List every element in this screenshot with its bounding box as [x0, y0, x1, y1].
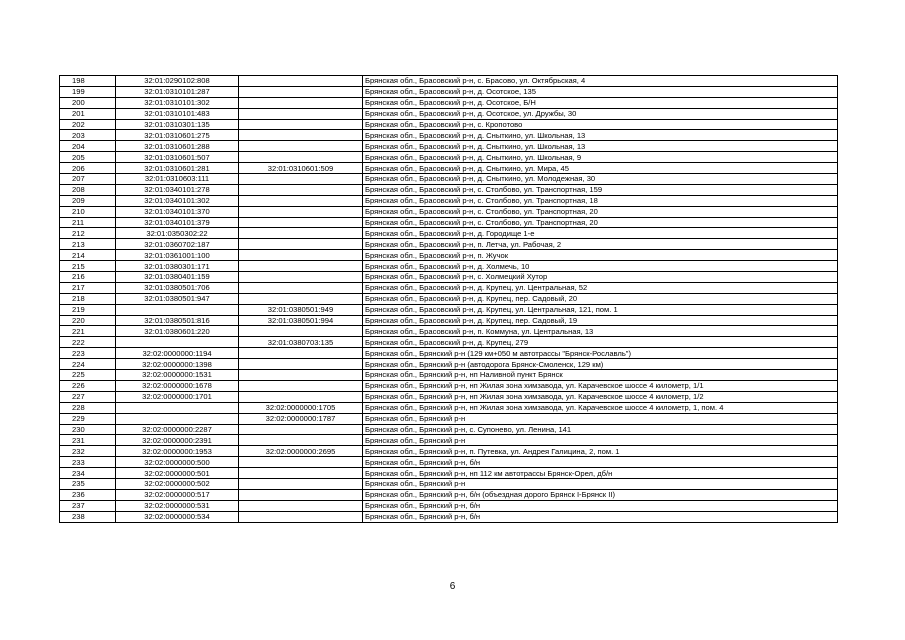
land-cadastral-cell: 32:01:0310601:275: [116, 130, 239, 141]
address-cell: Брянская обл., Брасовский р-н, с. Холмецкий Хутор: [363, 272, 838, 283]
land-cadastral-cell: 32:01:0380601:220: [116, 326, 239, 337]
table-row: [60, 282, 838, 293]
row-number-cell: 217: [60, 282, 116, 293]
building-cadastral-cell: [239, 76, 363, 87]
row-number-cell: 203: [60, 130, 116, 141]
address-cell: Брянская обл., Брасовский р-н, с. Брасово, ул. Октябрьская, 4: [363, 76, 838, 87]
row-number-cell: 219: [60, 304, 116, 315]
building-cadastral-cell: 32:01:0310601:509: [239, 163, 363, 174]
address-cell: Брянская обл., Брянский р-н, нп Жилая зона химзавода, ул. Карачевское шоссе 4 километр, 1/1: [363, 380, 838, 391]
address-cell: Брянская обл., Брасовский р-н, д. Сныткино, ул. Молодежная, 30: [363, 174, 838, 185]
land-cadastral-cell: 32:01:0360702:187: [116, 239, 239, 250]
table-row: [60, 446, 838, 457]
land-cadastral-cell: 32:02:0000000:502: [116, 478, 239, 489]
table-row: [60, 435, 838, 446]
building-cadastral-cell: [239, 86, 363, 97]
row-number-cell: 206: [60, 163, 116, 174]
row-number-cell: 232: [60, 446, 116, 457]
address-cell: Брянская обл., Брасовский р-н, д. Крупец, пер. Садовый, 19: [363, 315, 838, 326]
row-number-cell: 235: [60, 478, 116, 489]
land-cadastral-cell: 32:02:0000000:1953: [116, 446, 239, 457]
table-row: [60, 206, 838, 217]
land-cadastral-cell: 32:02:0000000:534: [116, 511, 239, 522]
row-number-cell: 223: [60, 348, 116, 359]
address-cell: Брянская обл., Брянский р-н, с. Супонево, ул. Ленина, 141: [363, 424, 838, 435]
table-row: [60, 174, 838, 185]
address-cell: Брянская обл., Брянский р-н: [363, 435, 838, 446]
land-cadastral-cell: 32:01:0310101:287: [116, 86, 239, 97]
address-cell: Брянская обл., Брянский р-н, б/н: [363, 500, 838, 511]
land-cadastral-cell: 32:02:0000000:500: [116, 457, 239, 468]
land-cadastral-cell: 32:01:0350302:22: [116, 228, 239, 239]
table-row: [60, 97, 838, 108]
address-cell: Брянская обл., Брасовский р-н, д. Осотское, 135: [363, 86, 838, 97]
table-row: [60, 76, 838, 87]
land-cadastral-cell: 32:02:0000000:1194: [116, 348, 239, 359]
table-row: [60, 315, 838, 326]
address-cell: Брянская обл., Брасовский р-н, п. Коммуна, ул. Центральная, 13: [363, 326, 838, 337]
land-cadastral-cell: 32:02:0000000:1398: [116, 359, 239, 370]
address-cell: Брянская обл., Брянский р-н, нп 112 км автотрассы Брянск-Орел, дб/н: [363, 468, 838, 479]
table-row: [60, 457, 838, 468]
table-row: [60, 402, 838, 413]
row-number-cell: 215: [60, 261, 116, 272]
building-cadastral-cell: [239, 478, 363, 489]
address-cell: Брянская обл., Брасовский р-н, с. Столбово, ул. Транспортная, 159: [363, 184, 838, 195]
building-cadastral-cell: [239, 152, 363, 163]
row-number-cell: 236: [60, 489, 116, 500]
address-cell: Брянская обл., Брасовский р-н, д. Осотское, Б/Н: [363, 97, 838, 108]
land-cadastral-cell: [116, 304, 239, 315]
address-cell: Брянская обл., Брасовский р-н, д. Городище 1-е: [363, 228, 838, 239]
land-cadastral-cell: 32:01:0380501:947: [116, 293, 239, 304]
table-row: [60, 380, 838, 391]
land-cadastral-cell: [116, 413, 239, 424]
land-cadastral-cell: 32:01:0340101:278: [116, 184, 239, 195]
row-number-cell: 229: [60, 413, 116, 424]
land-cadastral-cell: 32:01:0310601:288: [116, 141, 239, 152]
table-row: [60, 141, 838, 152]
table-row: [60, 337, 838, 348]
address-cell: Брянская обл., Брасовский р-н, д. Холмечь, 10: [363, 261, 838, 272]
land-cadastral-cell: 32:01:0310301:135: [116, 119, 239, 130]
address-cell: Брянская обл., Брасовский р-н, д. Сныткино, ул. Мира, 45: [363, 163, 838, 174]
address-cell: Брянская обл., Брасовский р-н, с. Столбово, ул. Транспортная, 20: [363, 217, 838, 228]
building-cadastral-cell: 32:02:0000000:1705: [239, 402, 363, 413]
address-cell: Брянская обл., Брасовский р-н, д. Крупец, ул. Центральная, 121, пом. 1: [363, 304, 838, 315]
table-row: [60, 250, 838, 261]
land-cadastral-cell: 32:01:0340101:302: [116, 195, 239, 206]
table-row: [60, 217, 838, 228]
row-number-cell: 221: [60, 326, 116, 337]
table-row: [60, 370, 838, 381]
address-cell: Брянская обл., Брянский р-н, нп Жилая зона химзавода, ул. Карачевское шоссе 4 километр, 1, пом. 4: [363, 402, 838, 413]
row-number-cell: 233: [60, 457, 116, 468]
building-cadastral-cell: [239, 97, 363, 108]
table-row: [60, 108, 838, 119]
building-cadastral-cell: [239, 119, 363, 130]
building-cadastral-cell: 32:01:0380501:994: [239, 315, 363, 326]
address-cell: Брянская обл., Брянский р-н, б/н: [363, 457, 838, 468]
address-cell: Брянская обл., Брасовский р-н, с. Столбово, ул. Транспортная, 20: [363, 206, 838, 217]
row-number-cell: 226: [60, 380, 116, 391]
land-cadastral-cell: 32:01:0380501:706: [116, 282, 239, 293]
building-cadastral-cell: [239, 130, 363, 141]
building-cadastral-cell: [239, 261, 363, 272]
row-number-cell: 199: [60, 86, 116, 97]
land-cadastral-cell: [116, 402, 239, 413]
row-number-cell: 220: [60, 315, 116, 326]
land-cadastral-cell: 32:01:0380301:171: [116, 261, 239, 272]
row-number-cell: 207: [60, 174, 116, 185]
land-cadastral-cell: 32:01:0310101:302: [116, 97, 239, 108]
address-cell: Брянская обл., Брасовский р-н, д. Крупец, ул. Центральная, 52: [363, 282, 838, 293]
table-row: [60, 500, 838, 511]
table-row: [60, 348, 838, 359]
row-number-cell: 202: [60, 119, 116, 130]
building-cadastral-cell: [239, 195, 363, 206]
row-number-cell: 225: [60, 370, 116, 381]
address-cell: Брянская обл., Брянский р-н, п. Путевка, ул. Андрея Галицина, 2, пом. 1: [363, 446, 838, 457]
land-cadastral-cell: 32:02:0000000:501: [116, 468, 239, 479]
row-number-cell: 204: [60, 141, 116, 152]
address-cell: Брянская обл., Брасовский р-н, с. Кропотово: [363, 119, 838, 130]
row-number-cell: 234: [60, 468, 116, 479]
building-cadastral-cell: [239, 511, 363, 522]
land-cadastral-cell: 32:01:0310101:483: [116, 108, 239, 119]
building-cadastral-cell: 32:02:0000000:1787: [239, 413, 363, 424]
page-number: 6: [449, 581, 456, 592]
table-row: [60, 272, 838, 283]
row-number-cell: 214: [60, 250, 116, 261]
land-cadastral-cell: 32:02:0000000:531: [116, 500, 239, 511]
land-cadastral-cell: 32:01:0361001:100: [116, 250, 239, 261]
land-cadastral-cell: 32:01:0310601:507: [116, 152, 239, 163]
building-cadastral-cell: 32:01:0380501:949: [239, 304, 363, 315]
address-cell: Брянская обл., Брасовский р-н, д. Крупец, пер. Садовый, 20: [363, 293, 838, 304]
row-number-cell: 237: [60, 500, 116, 511]
building-cadastral-cell: [239, 293, 363, 304]
land-cadastral-cell: 32:01:0380501:816: [116, 315, 239, 326]
building-cadastral-cell: [239, 500, 363, 511]
building-cadastral-cell: 32:02:0000000:2695: [239, 446, 363, 457]
building-cadastral-cell: [239, 174, 363, 185]
building-cadastral-cell: [239, 184, 363, 195]
building-cadastral-cell: 32:01:0380703:135: [239, 337, 363, 348]
table-row: [60, 326, 838, 337]
row-number-cell: 227: [60, 391, 116, 402]
row-number-cell: 212: [60, 228, 116, 239]
row-number-cell: 228: [60, 402, 116, 413]
land-cadastral-cell: 32:02:0000000:1701: [116, 391, 239, 402]
address-cell: Брянская обл., Брянский р-н (автодорога Брянск-Смоленск, 129 км): [363, 359, 838, 370]
building-cadastral-cell: [239, 217, 363, 228]
table-row: [60, 261, 838, 272]
row-number-cell: 201: [60, 108, 116, 119]
address-cell: Брянская обл., Брасовский р-н, п. Летча, ул. Рабочая, 2: [363, 239, 838, 250]
row-number-cell: 208: [60, 184, 116, 195]
building-cadastral-cell: [239, 391, 363, 402]
building-cadastral-cell: [239, 468, 363, 479]
land-cadastral-cell: [116, 337, 239, 348]
table-row: [60, 468, 838, 479]
property-table: [59, 75, 838, 523]
table-row: [60, 163, 838, 174]
land-cadastral-cell: 32:01:0340101:379: [116, 217, 239, 228]
address-cell: Брянская обл., Брянский р-н, нп Наливной пункт Брянск: [363, 370, 838, 381]
land-cadastral-cell: 32:01:0340101:370: [116, 206, 239, 217]
table-row: [60, 86, 838, 97]
land-cadastral-cell: 32:01:0310603:111: [116, 174, 239, 185]
building-cadastral-cell: [239, 435, 363, 446]
table-row: [60, 195, 838, 206]
table-row: [60, 478, 838, 489]
address-cell: Брянская обл., Брасовский р-н, д. Сныткино, ул. Школьная, 9: [363, 152, 838, 163]
row-number-cell: 230: [60, 424, 116, 435]
table-row: [60, 511, 838, 522]
building-cadastral-cell: [239, 239, 363, 250]
table-row: [60, 228, 838, 239]
building-cadastral-cell: [239, 141, 363, 152]
row-number-cell: 231: [60, 435, 116, 446]
building-cadastral-cell: [239, 228, 363, 239]
building-cadastral-cell: [239, 424, 363, 435]
table-row: [60, 424, 838, 435]
row-number-cell: 209: [60, 195, 116, 206]
table-row: [60, 239, 838, 250]
address-cell: Брянская обл., Брасовский р-н, д. Сныткино, ул. Школьная, 13: [363, 130, 838, 141]
row-number-cell: 210: [60, 206, 116, 217]
address-cell: Брянская обл., Брасовский р-н, д. Крупец, 279: [363, 337, 838, 348]
table-body: [60, 76, 838, 523]
table-row: [60, 413, 838, 424]
building-cadastral-cell: [239, 380, 363, 391]
table-row: [60, 119, 838, 130]
row-number-cell: 238: [60, 511, 116, 522]
land-cadastral-cell: 32:02:0000000:1531: [116, 370, 239, 381]
building-cadastral-cell: [239, 272, 363, 283]
table-row: [60, 489, 838, 500]
table-row: [60, 293, 838, 304]
row-number-cell: 218: [60, 293, 116, 304]
address-cell: Брянская обл., Брянский р-н (129 км+050 м автотрассы "Брянск-Рославль"): [363, 348, 838, 359]
land-cadastral-cell: 32:01:0290102:808: [116, 76, 239, 87]
table-row: [60, 391, 838, 402]
address-cell: Брянская обл., Брасовский р-н, п. Жучок: [363, 250, 838, 261]
table-row: [60, 152, 838, 163]
land-cadastral-cell: 32:01:0380401:159: [116, 272, 239, 283]
address-cell: Брянская обл., Брянский р-н: [363, 413, 838, 424]
building-cadastral-cell: [239, 206, 363, 217]
row-number-cell: 213: [60, 239, 116, 250]
address-cell: Брянская обл., Брянский р-н: [363, 478, 838, 489]
address-cell: Брянская обл., Брянский р-н, б/н (объездная дорого Брянск I-Брянск II): [363, 489, 838, 500]
row-number-cell: 216: [60, 272, 116, 283]
row-number-cell: 222: [60, 337, 116, 348]
table-row: [60, 184, 838, 195]
address-cell: Брянская обл., Брянский р-н, нп Жилая зона химзавода, ул. Карачевское шоссе 4 километр, 1/2: [363, 391, 838, 402]
row-number-cell: 205: [60, 152, 116, 163]
land-cadastral-cell: 32:01:0310601:281: [116, 163, 239, 174]
row-number-cell: 224: [60, 359, 116, 370]
table-row: [60, 359, 838, 370]
building-cadastral-cell: [239, 457, 363, 468]
address-cell: Брянская обл., Брасовский р-н, с. Столбово, ул. Транспортная, 18: [363, 195, 838, 206]
building-cadastral-cell: [239, 108, 363, 119]
land-cadastral-cell: 32:02:0000000:517: [116, 489, 239, 500]
address-cell: Брянская обл., Брянский р-н, б/н: [363, 511, 838, 522]
building-cadastral-cell: [239, 250, 363, 261]
row-number-cell: 198: [60, 76, 116, 87]
table-row: [60, 130, 838, 141]
building-cadastral-cell: [239, 370, 363, 381]
row-number-cell: 200: [60, 97, 116, 108]
address-cell: Брянская обл., Брасовский р-н, д. Осотское, ул. Дружбы, 30: [363, 108, 838, 119]
building-cadastral-cell: [239, 489, 363, 500]
building-cadastral-cell: [239, 359, 363, 370]
land-cadastral-cell: 32:02:0000000:1678: [116, 380, 239, 391]
land-cadastral-cell: 32:02:0000000:2287: [116, 424, 239, 435]
address-cell: Брянская обл., Брасовский р-н, д. Сныткино, ул. Школьная, 13: [363, 141, 838, 152]
building-cadastral-cell: [239, 282, 363, 293]
row-number-cell: 211: [60, 217, 116, 228]
table-row: [60, 304, 838, 315]
building-cadastral-cell: [239, 326, 363, 337]
land-cadastral-cell: 32:02:0000000:2391: [116, 435, 239, 446]
building-cadastral-cell: [239, 348, 363, 359]
